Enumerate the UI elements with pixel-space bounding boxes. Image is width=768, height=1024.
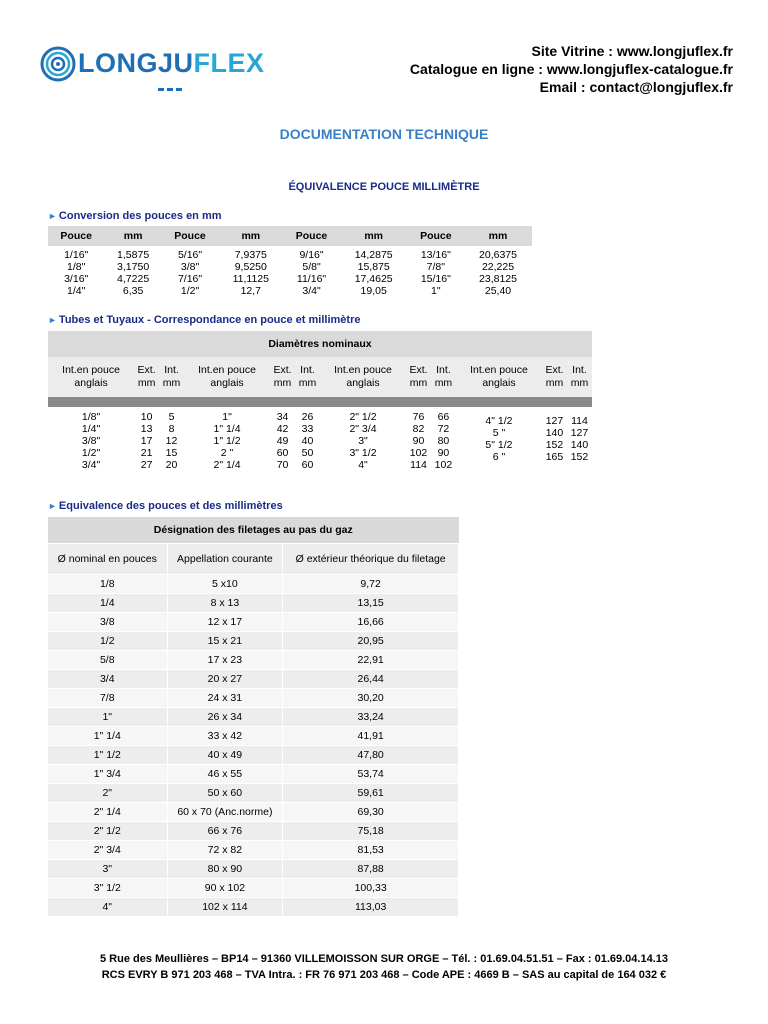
table-cell: 17 x 23: [167, 651, 283, 670]
table-header-cell: Appellation courante: [167, 544, 283, 575]
logo: [40, 44, 265, 84]
table-cell: 13/16": [420, 249, 451, 261]
table-cell: 5 ": [492, 427, 506, 439]
table-cell: 66: [437, 411, 450, 423]
table-cell: 50 x 60: [167, 784, 283, 803]
table-cell: 60 x 70 (Anc.norme): [167, 803, 283, 822]
table-cell: 80: [437, 435, 450, 447]
table-header-cell: Pouce: [283, 226, 339, 246]
table-cell: 7/8": [426, 261, 445, 273]
table-cell: 3/4": [302, 285, 321, 297]
table-cell: 13: [140, 423, 153, 435]
table-cell: 1" 1/2: [213, 435, 241, 447]
table-cell: 1/8": [67, 261, 86, 273]
table-header-cell: mm: [104, 226, 161, 246]
table-cell: 1/2": [81, 447, 101, 459]
table-cell: 20,95: [283, 632, 459, 651]
tubes-column-int: [295, 407, 320, 471]
table-row: [48, 575, 459, 594]
table-subheader-cell: Int.en pouce anglais: [48, 357, 134, 397]
table-row: [48, 841, 459, 860]
tubes-column-ext: [406, 407, 431, 471]
contact-email-link[interactable]: Email : contact@longjuflex.fr: [539, 79, 733, 95]
table-row: [48, 594, 459, 613]
table-cell: 1,5875: [117, 249, 150, 261]
table-cell: 1/4": [81, 423, 101, 435]
table-cell: 127: [570, 427, 589, 439]
tubes-table-header: Diamètres nominaux: [48, 331, 592, 357]
table-cell: 70: [276, 459, 289, 471]
section-arrow-icon: ►: [48, 501, 57, 511]
table-row: [48, 803, 459, 822]
table-cell: 81,53: [283, 841, 459, 860]
table-cell: 60: [276, 447, 289, 459]
table-row: [48, 613, 459, 632]
table-cell: 114: [410, 459, 427, 471]
tubes-column-ext: [542, 407, 567, 471]
table-cell: 90 x 102: [167, 879, 283, 898]
table-cell: 2 ": [220, 447, 234, 459]
tubes-column-inch: [320, 407, 406, 471]
table-cell: 17,4625: [354, 273, 393, 285]
table-cell: 2" 3/4: [349, 423, 377, 435]
threads-table: [48, 517, 459, 917]
table-cell: 8 x 13: [167, 594, 283, 613]
table-cell: 41,91: [283, 727, 459, 746]
table-cell: 1/2": [180, 285, 200, 297]
table-cell: 3/16": [64, 273, 89, 285]
table-cell: 8: [168, 423, 175, 435]
tubes-table: [48, 331, 592, 471]
table-header-cell: mm: [464, 226, 532, 246]
table-cell: 100,33: [283, 879, 459, 898]
table-cell: 15/16": [420, 273, 451, 285]
table-cell: 22,91: [283, 651, 459, 670]
table-cell: 152: [545, 439, 564, 451]
table-row: [48, 898, 459, 917]
table-cell: 42: [276, 423, 289, 435]
table-cell: 9,72: [283, 575, 459, 594]
table-cell: 14,2875: [354, 249, 393, 261]
table-header-cell: Pouce: [48, 226, 104, 246]
table-subheader-cell: Int. mm: [159, 357, 184, 397]
table-cell: 3/4": [81, 459, 101, 471]
table-cell: 26 x 34: [167, 708, 283, 727]
conversion-table: [48, 226, 532, 297]
table-cell: 140: [545, 427, 564, 439]
table-cell: 59,61: [283, 784, 459, 803]
page-title: DOCUMENTATION TECHNIQUE: [279, 126, 489, 142]
table-cell: 7/16": [177, 273, 203, 285]
table-cell: 25,40: [484, 285, 512, 297]
table-cell: 102 x 114: [167, 898, 283, 917]
table-cell: 13,15: [283, 594, 459, 613]
table-subheader-cell: Ext. mm: [406, 357, 431, 397]
table-cell: 4" 1/2: [485, 415, 513, 427]
table-subheader-cell: Ext. mm: [270, 357, 295, 397]
table-cell: 3": [48, 860, 167, 879]
contact-catalogue-link[interactable]: Catalogue en ligne : www.longjuflex-catalogue.fr: [409, 61, 733, 77]
table-cell: 20 x 27: [167, 670, 283, 689]
table-cell: 10: [140, 411, 153, 423]
table-cell: 1/16": [64, 249, 89, 261]
table-cell: 1" 3/4: [48, 765, 167, 784]
table-cell: 47,80: [283, 746, 459, 765]
table-cell: 15 x 21: [167, 632, 283, 651]
table-cell: 5/8": [302, 261, 321, 273]
tubes-column-ext: [270, 407, 295, 471]
table-cell: 1": [222, 411, 232, 423]
table-row: [48, 727, 459, 746]
table-cell: 2" 3/4: [48, 841, 167, 860]
threads-columns-row: [48, 544, 459, 575]
table-cell: 2" 1/4: [48, 803, 167, 822]
table-cell: 19,05: [360, 285, 387, 297]
table-cell: 40 x 49: [167, 746, 283, 765]
table-cell: 102: [409, 447, 428, 459]
table-cell: 66 x 76: [167, 822, 283, 841]
section-title-conversion: ► Conversion des pouces en mm: [48, 210, 222, 222]
table-cell: 1": [431, 285, 441, 297]
table-cell: 1": [48, 708, 167, 727]
table-cell: 80 x 90: [167, 860, 283, 879]
table-row: [48, 860, 459, 879]
table-row: [48, 765, 459, 784]
tubes-column-ext: [134, 407, 159, 471]
table-row: [48, 632, 459, 651]
tubes-column-inch: [184, 407, 270, 471]
table-cell: 9/16": [299, 249, 324, 261]
table-cell: 3/8: [48, 613, 167, 632]
table-cell: 152: [570, 451, 589, 463]
table-row: [48, 784, 459, 803]
table-cell: 102: [434, 459, 453, 471]
table-row: [48, 689, 459, 708]
table-cell: 20: [165, 459, 178, 471]
table-cell: 7,9375: [234, 249, 267, 261]
table-cell: 24 x 31: [167, 689, 283, 708]
table-cell: 4,7225: [117, 273, 150, 285]
table-subheader-cell: Ext. mm: [134, 357, 159, 397]
table-cell: 34: [276, 411, 289, 423]
footer-address: 5 Rue des Meullières – BP14 – 91360 VILLEMOISSON SUR ORGE – Tél. : 01.69.04.51.51 – Fax : 01.69.04.14.13: [99, 953, 668, 965]
table-header-cell: Ø extérieur théorique du filetage: [283, 544, 459, 575]
table-subheader-cell: Int.en pouce anglais: [456, 357, 542, 397]
table-cell: 26,44: [283, 670, 459, 689]
section-arrow-icon: ►: [48, 211, 57, 221]
table-cell: 72 x 82: [167, 841, 283, 860]
tubes-table-band: [48, 397, 592, 407]
logo-swirl-icon: [40, 46, 76, 82]
table-cell: 12: [165, 435, 178, 447]
table-cell: 90: [412, 435, 425, 447]
table-cell: 5: [168, 411, 175, 423]
table-subheader-cell: Int.en pouce anglais: [184, 357, 270, 397]
table-cell: 33,24: [283, 708, 459, 727]
table-cell: 1" 1/4: [48, 727, 167, 746]
table-subheader-cell: Int. mm: [431, 357, 456, 397]
table-cell: 27: [140, 459, 153, 471]
table-subheader-cell: Int. mm: [295, 357, 320, 397]
table-row: [48, 246, 532, 261]
contact-site-link[interactable]: Site Vitrine : www.longjuflex.fr: [531, 43, 733, 59]
table-row: [48, 822, 459, 841]
table-subheader-cell: Ext. mm: [542, 357, 567, 397]
table-cell: 1/4": [67, 285, 86, 297]
tubes-column-int: [159, 407, 184, 471]
logo-text: LONGJUFLEX: [78, 48, 265, 78]
table-cell: 46 x 55: [167, 765, 283, 784]
logo-dots: [158, 78, 188, 81]
table-cell: 3/8": [180, 261, 200, 273]
table-cell: 165: [545, 451, 564, 463]
table-row: [48, 273, 532, 285]
table-subheader-cell: Int.en pouce anglais: [320, 357, 406, 397]
table-cell: 3" 1/2: [349, 447, 377, 459]
table-cell: 50: [301, 447, 314, 459]
table-cell: 2": [48, 784, 167, 803]
table-cell: 23,8125: [479, 273, 517, 285]
footer: [0, 951, 768, 983]
table-row: [48, 670, 459, 689]
section-title-equivalence: ► Equivalence des pouces et des millimètres: [48, 500, 283, 512]
table-cell: 2" 1/4: [213, 459, 241, 471]
tubes-column-inch: [48, 407, 134, 471]
table-cell: 2" 1/2: [48, 822, 167, 841]
table-cell: 1" 1/2: [48, 746, 167, 765]
table-cell: 114: [571, 415, 588, 427]
contact-block: [410, 42, 733, 96]
table-header-cell: mm: [218, 226, 283, 246]
table-cell: 113,03: [283, 898, 459, 917]
table-row: [48, 879, 459, 898]
table-row: [48, 651, 459, 670]
table-cell: 30,20: [283, 689, 459, 708]
table-cell: 49: [276, 435, 289, 447]
table-cell: 33 x 42: [167, 727, 283, 746]
table-cell: 11,1125: [232, 273, 269, 285]
table-cell: 5/16": [177, 249, 203, 261]
table-cell: 53,74: [283, 765, 459, 784]
table-cell: 1/2: [48, 632, 167, 651]
table-cell: 75,18: [283, 822, 459, 841]
table-cell: 76: [412, 411, 425, 423]
table-cell: 60: [301, 459, 314, 471]
table-cell: 11/16": [296, 273, 327, 285]
table-cell: 1/8": [81, 411, 101, 423]
table-cell: 1/4: [48, 594, 167, 613]
table-cell: 3/4: [48, 670, 167, 689]
table-cell: 26: [301, 411, 314, 423]
table-cell: 3": [358, 435, 368, 447]
table-cell: 12 x 17: [167, 613, 283, 632]
table-cell: 4": [358, 459, 368, 471]
page-subtitle: ÉQUIVALENCE POUCE MILLIMÈTRE: [288, 181, 480, 193]
table-cell: 5/8: [48, 651, 167, 670]
table-row: [48, 746, 459, 765]
table-cell: 40: [301, 435, 314, 447]
table-cell: 16,66: [283, 613, 459, 632]
table-cell: 3,1750: [117, 261, 150, 273]
table-header-cell: Pouce: [408, 226, 464, 246]
table-cell: 1/8: [48, 575, 167, 594]
table-cell: 69,30: [283, 803, 459, 822]
section-title-tubes: ► Tubes et Tuyaux - Correspondance en pouce et millimètre: [48, 314, 361, 326]
table-cell: 7/8: [48, 689, 167, 708]
table-cell: 15: [165, 447, 178, 459]
tubes-column-inch: [456, 407, 542, 471]
table-header-cell: Pouce: [162, 226, 218, 246]
table-cell: 12,7: [240, 285, 261, 297]
table-cell: 90: [437, 447, 450, 459]
table-cell: 15,875: [357, 261, 390, 273]
table-cell: 72: [437, 423, 450, 435]
table-cell: 82: [412, 423, 425, 435]
table-cell: 5" 1/2: [485, 439, 513, 451]
threads-table-header: Désignation des filetages au pas du gaz: [48, 517, 459, 544]
table-cell: 20,6375: [479, 249, 517, 261]
table-cell: 2" 1/2: [349, 411, 377, 423]
table-cell: 5 x10: [167, 575, 283, 594]
table-row: [48, 708, 459, 727]
table-cell: 6 ": [492, 451, 506, 463]
table-header-cell: Ø nominal en pouces: [48, 544, 167, 575]
table-cell: 3/8": [81, 435, 101, 447]
table-header-cell: mm: [340, 226, 408, 246]
table-cell: 140: [570, 439, 589, 451]
table-cell: 22,225: [481, 261, 515, 273]
table-cell: 4": [48, 898, 167, 917]
table-cell: 33: [301, 423, 314, 435]
table-row: [48, 261, 532, 273]
table-cell: 6,35: [122, 285, 144, 297]
table-row: [48, 285, 532, 297]
table-cell: 1" 1/4: [213, 423, 241, 435]
table-cell: 21: [140, 447, 153, 459]
table-cell: 87,88: [283, 860, 459, 879]
tubes-column-int: [567, 407, 592, 471]
section-arrow-icon: ►: [48, 315, 57, 325]
tubes-column-int: [431, 407, 456, 471]
table-cell: 127: [545, 415, 564, 427]
table-subheader-cell: Int. mm: [567, 357, 592, 397]
footer-legal: RCS EVRY B 971 203 468 – TVA Intra. : FR 76 971 203 468 – Code APE : 4669 B – SAS au capital de 164 032 €: [101, 969, 667, 981]
table-cell: 9,5250: [234, 261, 267, 273]
table-cell: 3" 1/2: [48, 879, 167, 898]
table-cell: 17: [140, 435, 153, 447]
